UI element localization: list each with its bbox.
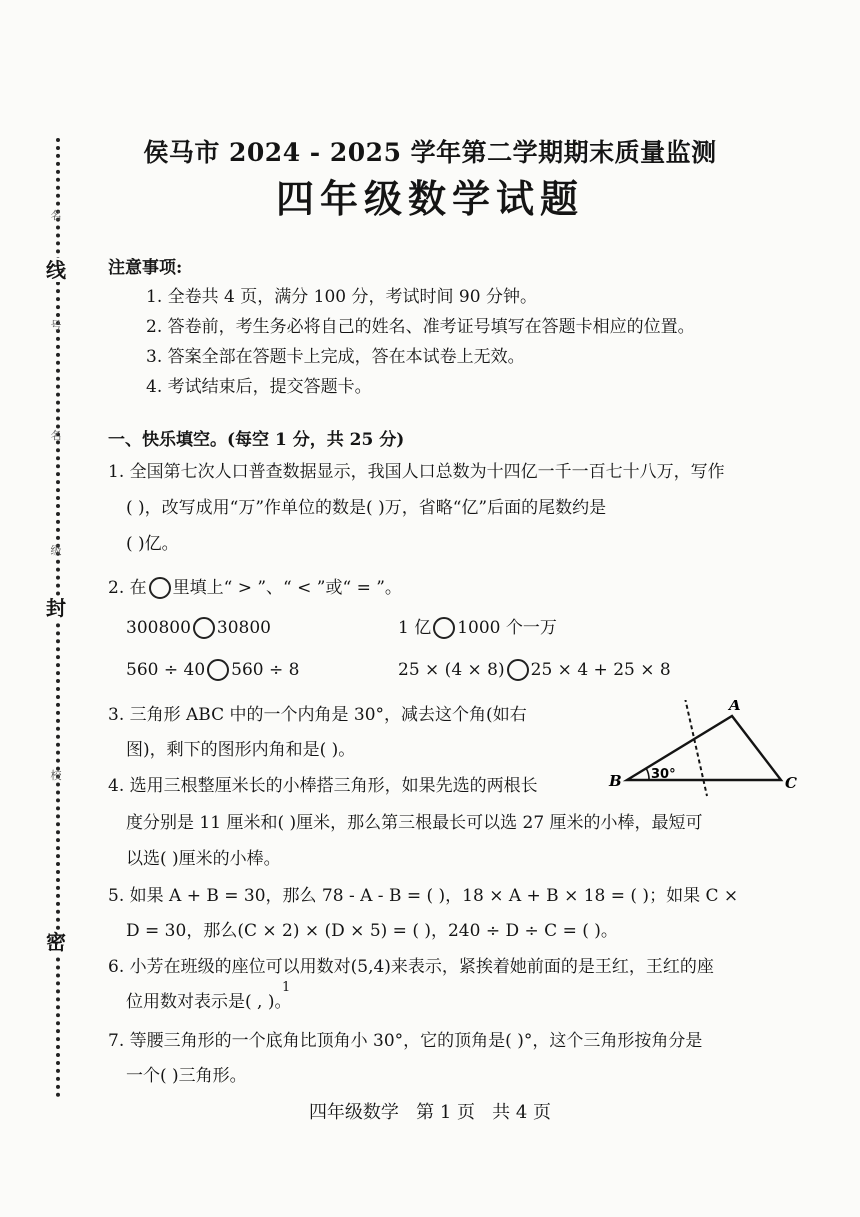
compare-left: 1 亿: [398, 618, 432, 638]
compare-item: [126, 658, 299, 682]
compare-right: 30800: [216, 618, 271, 638]
vertex-label-b: B: [609, 772, 622, 790]
question-1-line: ( )，改写成用“万”作单位的数是( )万，省略“亿”后面的尾数约是: [126, 498, 607, 518]
notice-item: 1. 全卷共 4 页，满分 100 分，考试时间 90 分钟。: [146, 287, 537, 307]
notice-item: 2. 答卷前，考生务必将自己的姓名、准考证号填写在答题卡相应的位置。: [146, 317, 695, 337]
compare-right: 25 × 4 + 25 × 8: [530, 660, 671, 680]
vertex-label-a: A: [729, 700, 741, 714]
question-7-line: 一个( )三角形。: [126, 1066, 247, 1086]
question-3-line: 图)，剩下的图形内角和是( )。: [126, 740, 356, 760]
section-heading: 一、快乐填空。(每空 1 分，共 25 分): [108, 430, 405, 450]
stray-mark: 1: [282, 980, 291, 995]
question-5-line: D = 30，那么(C × 2) × (D × 5) = ( )，240 ÷ D ÷ C = ( )。: [126, 921, 618, 941]
compare-item: [398, 616, 557, 640]
question-6-line: 位用数对表示是( , )。: [126, 992, 292, 1012]
angle-label: 30°: [651, 767, 676, 782]
margin-tick: 级: [50, 544, 62, 557]
notice-item: 4. 考试结束后，提交答题卡。: [146, 377, 372, 397]
question-1-line: ( )亿。: [126, 534, 179, 554]
question-1-line: 1. 全国第七次人口普查数据显示，我国人口总数为十四亿一千一百七十八万，写作: [108, 462, 725, 482]
exam-title: 侯马市 2024 - 2025 学年第二学期期末质量监测: [143, 138, 717, 167]
question-2-prompt: [108, 576, 402, 600]
question-4-line: 4. 选用三根整厘米长的小棒搭三角形，如果先选的两根长: [108, 776, 538, 796]
margin-tick: 号: [50, 319, 62, 332]
compare-item: [126, 616, 271, 640]
compare-item: [398, 658, 671, 682]
question-2-prefix: 2. 在: [108, 578, 147, 598]
question-2-suffix: 里填上“ > ”、“ < ”或“ = ”。: [172, 578, 402, 598]
question-6-line: 6. 小芳在班级的座位可以用数对(5,4)来表示，紧挨着她前面的是王红，王红的座: [108, 957, 714, 977]
compare-left: 25 × (4 × 8): [398, 660, 505, 680]
margin-char-mi: 密: [34, 930, 78, 954]
compare-circle: [193, 617, 215, 639]
page-footer: 四年级数学 第 1 页 共 4 页: [308, 1102, 552, 1123]
margin-tick: 校: [50, 769, 62, 782]
question-7-line: 7. 等腰三角形的一个底角比顶角小 30°，它的顶角是( )°，这个三角形按角分是: [108, 1031, 703, 1051]
compare-circle: [507, 659, 529, 681]
triangle-figure: [605, 700, 815, 800]
margin-tick: 名: [50, 429, 62, 442]
compare-circle: [433, 617, 455, 639]
angle-arc: [646, 768, 649, 780]
notice-heading: 注意事项:: [108, 258, 183, 278]
vertex-label-c: C: [785, 774, 797, 792]
question-3-line: 3. 三角形 ABC 中的一个内角是 30°，减去这个角(如右: [108, 705, 527, 725]
notice-item: 3. 答案全部在答题卡上完成，答在本试卷上无效。: [146, 347, 525, 367]
compare-left: 300800: [126, 618, 191, 638]
question-5-line: 5. 如果 A + B = 30，那么 78 - A - B = ( )，18 × A + B × 18 = ( )；如果 C ×: [108, 886, 739, 906]
compare-right: 560 ÷ 8: [231, 660, 300, 680]
compare-left: 560 ÷ 40: [126, 660, 206, 680]
margin-tick: 名: [50, 209, 62, 222]
margin-char-xian: 线: [34, 258, 78, 282]
compare-circle: [149, 577, 171, 599]
compare-circle: [207, 659, 229, 681]
cut-line: [685, 700, 707, 796]
exam-subtitle: 四年级数学试题: [275, 176, 584, 221]
margin-char-feng: 封: [34, 596, 78, 620]
question-4-line: 以选( )厘米的小棒。: [126, 849, 281, 869]
compare-right: 1000 个一万: [457, 618, 557, 638]
question-4-line: 度分别是 11 厘米和( )厘米，那么第三根最长可以选 27 厘米的小棒，最短可: [126, 813, 703, 833]
